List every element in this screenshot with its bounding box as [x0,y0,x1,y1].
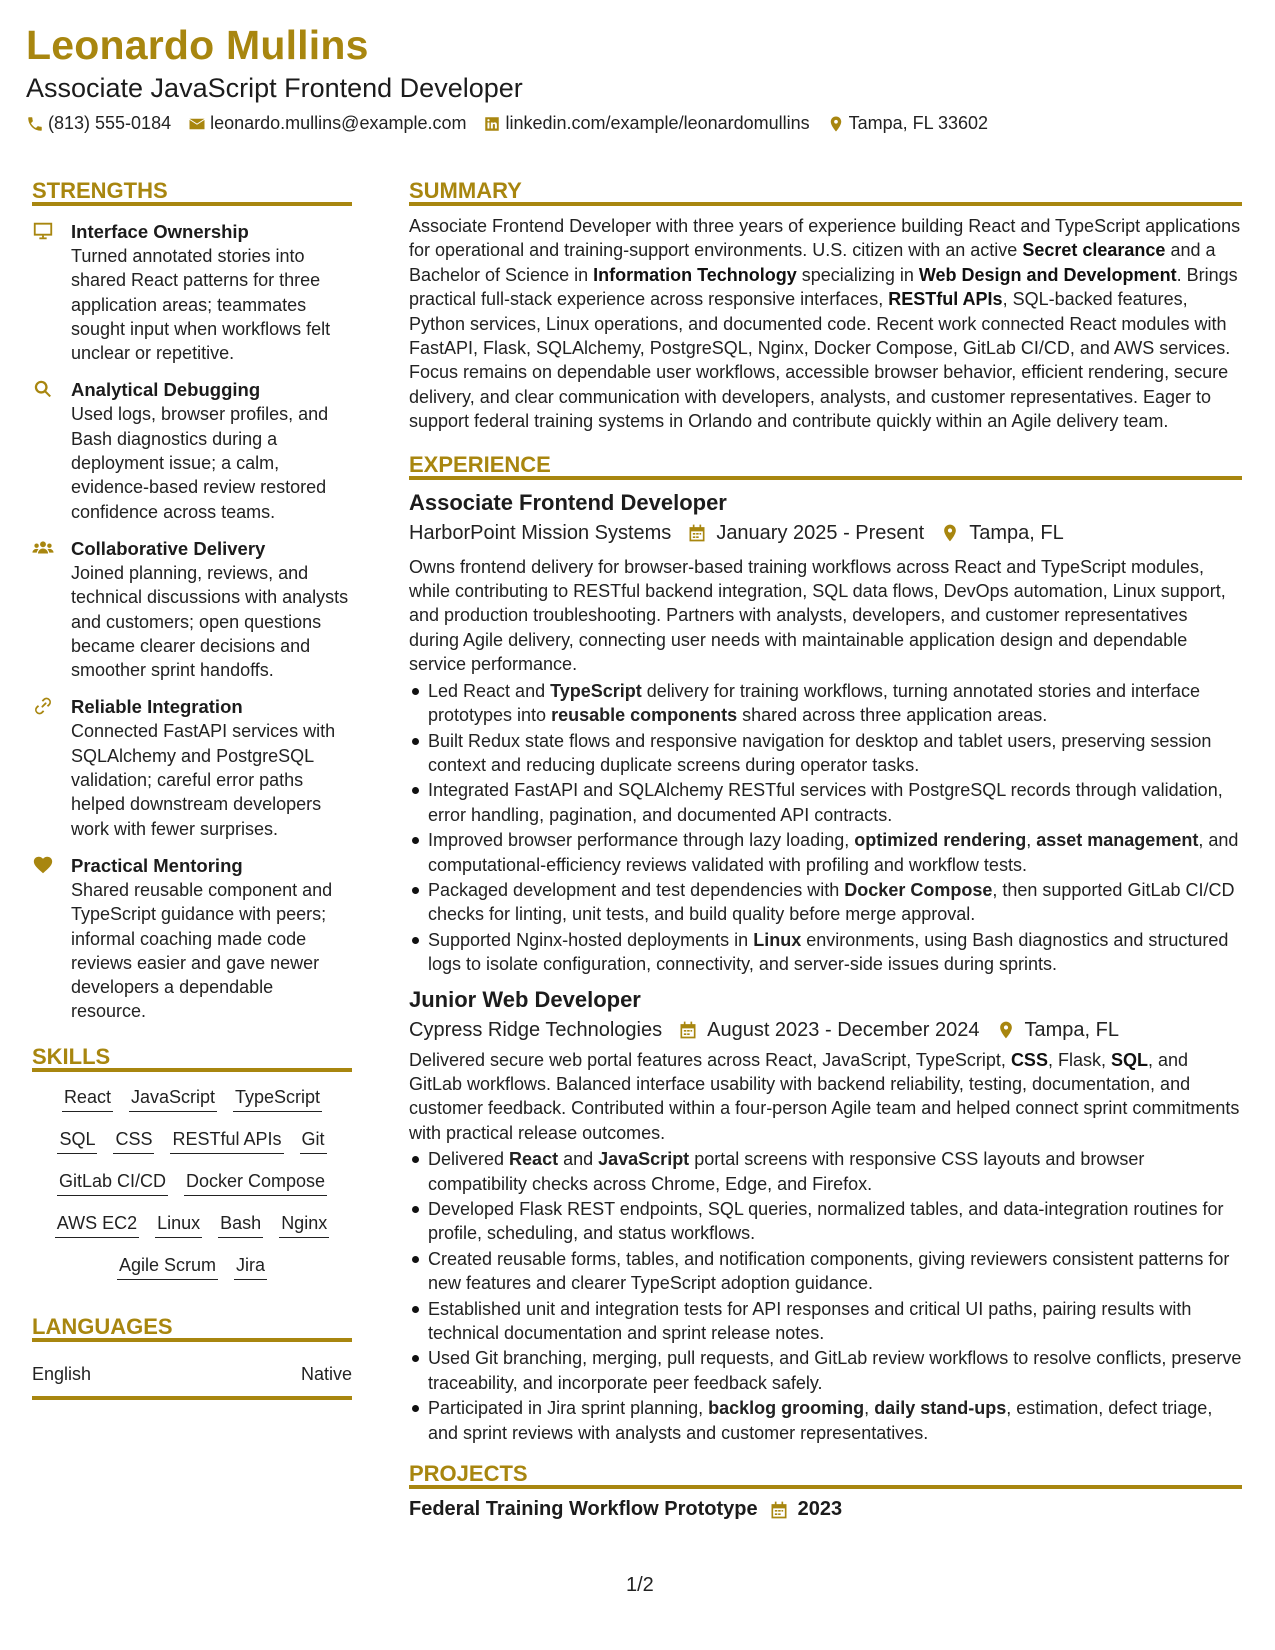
job-bullets [409,1147,1242,1445]
strength-name: Practical Mentoring [71,854,243,876]
job-entry [409,488,1242,977]
strength-desc: Shared reusable component and TypeScript guidance with peers; informal coaching made code reviews easier and gave newer developers a dependable resource. [71,879,333,1022]
strength-item [32,537,352,682]
calendar-icon [769,1500,789,1520]
skill-tag: AWS EC2 [55,1210,139,1238]
skill-row [32,1210,352,1238]
contact-phone [26,113,171,134]
contact-linkedin[interactable] [483,113,809,134]
job-bullet: Delivered React and JavaScript portal screens with responsive CSS layouts and browser compatibility checks across Chrome, Edge, and Firefox. [428,1147,1242,1196]
job-company: Cypress Ridge Technologies [409,1018,663,1041]
contact-location [827,113,988,134]
skill-tag: RESTful APIs [170,1126,283,1154]
skill-tag: JavaScript [129,1084,217,1112]
job-bullet: Packaged development and test dependencies with Docker Compose, then supported GitLab CI/CD checks for linting, unit tests, and build quality before merge approval. [428,878,1242,927]
strength-desc: Connected FastAPI services with SQLAlchemy and PostgreSQL validation; careful error paths helped downstream developers work with fewer surprises. [71,721,336,839]
language-item [32,1364,352,1400]
skill-tag: React [62,1084,113,1112]
envelope-icon [188,115,206,133]
contact-location-text: Tampa, FL 33602 [848,113,989,133]
job-bullet: Led React and TypeScript delivery for training workflows, turning annotated stories and interface prototypes into reusable components shared across three application areas. [428,679,1242,728]
skill-tag: Git [300,1126,327,1154]
strength-desc: Turned annotated stories into shared React patterns for three application areas; teammates sought input when workflows felt unclear or repetitive. [71,246,331,364]
job-company: HarborPoint Mission Systems [409,521,672,544]
skill-tag: Bash [218,1210,263,1238]
strength-desc: Joined planning, reviews, and technical discussions with analysts and customers; open questions became clearer decisions and smoother sprint handoffs. [71,562,349,681]
project-item [409,1498,1242,1521]
language-name: English [32,1363,92,1384]
job-meta [409,519,1242,547]
skill-tag: GitLab CI/CD [57,1168,168,1196]
contact-email-text[interactable]: leonardo.mullins@example.com [210,113,467,133]
skills-heading: SKILLS [32,1042,352,1072]
strength-item [32,695,352,840]
language-level: Native [300,1363,352,1384]
strength-name: Analytical Debugging [71,379,261,401]
skill-row [32,1252,352,1280]
job-bullet: Built Redux state flows and responsive navigation for desktop and tablet users, preserving session context and reducing duplicate screens during operator tasks. [428,729,1242,778]
job-bullet: Integrated FastAPI and SQLAlchemy RESTful services with PostgreSQL records through validation, error handling, pagination, and documented API contracts. [428,778,1242,827]
linkedin-icon [483,115,501,133]
strength-desc: Used logs, browser profiles, and Bash diagnostics during a deployment issue; a calm, evidence-based review restored confidence across teams. [71,404,329,522]
heart-icon [32,854,54,876]
map-pin-icon [996,1020,1016,1040]
strength-item [32,854,352,1024]
job-location: Tampa, FL [1024,1018,1119,1041]
job-dates: January 2025 - Present [716,521,925,544]
contact-email[interactable] [188,113,466,134]
strength-item [32,220,352,365]
skill-tag: Jira [234,1252,267,1280]
contact-linkedin-text[interactable]: linkedin.com/example/leonardomullins [505,113,810,133]
strength-name: Reliable Integration [71,696,243,718]
skills-list [32,1084,352,1280]
contact-phone-text: (813) 555-0184 [48,113,172,133]
calendar-icon [678,1020,698,1040]
job-bullet: Used Git branching, merging, pull requests, and GitLab review workflows to resolve conflicts, preserve traceability, and incorporate peer feedback safely. [428,1346,1242,1395]
projects-section [409,1459,1242,1521]
monitor-icon [32,220,54,242]
languages-heading: LANGUAGES [32,1312,352,1342]
job-bullet: Established unit and integration tests for API responses and critical UI paths, pairing results with technical documentation and sprint release notes. [428,1297,1242,1346]
job-title: Junior Web Developer [409,986,641,1012]
users-icon [32,537,54,559]
left-column [32,176,352,1400]
right-column [409,176,1242,1521]
magnifier-icon [32,378,54,400]
languages-section [32,1312,352,1400]
project-title: Federal Training Workflow Prototype [409,1498,758,1521]
candidate-name: Leonardo Mullins [26,22,369,68]
project-year: 2023 [797,1498,843,1521]
phone-icon [26,115,44,133]
strength-name: Interface Ownership [71,221,249,242]
summary-text: Associate Frontend Developer with three years of experience building React and TypeScript applications for operational and training-support environments. U.S. citizen with an active Secret clearance and a Bachelor of Science in Information Technology specializing in Web Design and Development. Brings practical full-stack experience across responsive interfaces, RESTful APIs, SQL-backed features, Python services, Linux operations, and documented code. Recent work connected React modules with FastAPI, Flask, SQLAlchemy, PostgreSQL, Nginx, Docker Compose, GitLab CI/CD, and AWS services. Focus remains on dependable user workflows, accessible browser behavior, efficient rendering, secure delivery, and clear communication with developers, analysts, and customer representatives. Eager to support federal training systems in Orlando and contribute quickly within an Agile delivery team. [409,216,1241,432]
job-bullet: Improved browser performance through lazy loading, optimized rendering, asset management, and computational-efficiency reviews validated with profiling and workflow tests. [428,828,1242,877]
strength-item [32,378,352,523]
skill-tag: Nginx [279,1210,329,1238]
skill-row [32,1084,352,1112]
contact-bar [26,113,1005,134]
job-bullet: Developed Flask REST endpoints, SQL queries, normalized tables, and data-integration routines for profile, scheduling, and status workflows. [428,1197,1242,1246]
map-pin-icon [940,523,960,543]
skill-row [32,1168,352,1196]
link-icon [32,695,54,717]
skill-tag: CSS [113,1126,154,1154]
strength-name: Collaborative Delivery [71,537,266,559]
experience-heading: EXPERIENCE [409,450,1242,480]
projects-heading: PROJECTS [409,1459,1242,1489]
job-entry [409,985,1242,1446]
skill-tag: SQL [57,1126,97,1154]
skill-tag: TypeScript [233,1084,322,1112]
experience-section [409,450,1242,1445]
candidate-title: Associate JavaScript Frontend Developer [26,73,523,103]
skill-tag: Agile Scrum [117,1252,218,1280]
job-meta [409,1016,1242,1044]
strengths-list [32,220,352,1024]
skill-tag: Linux [155,1210,202,1238]
job-location: Tampa, FL [969,521,1064,544]
job-description: Owns frontend delivery for browser-based training workflows across React and TypeScript modules, while contributing to RESTful backend integration, SQL data flows, DevOps automation, Linux support, and production troubleshooting. Partners with analysts, developers, and customer representatives during Agile delivery, connecting user needs with maintainable application design and dependable service performance. [409,556,1226,675]
calendar-icon [687,523,707,543]
summary-heading: SUMMARY [409,176,1242,206]
job-bullet: Supported Nginx-hosted deployments in Linux environments, using Bash diagnostics and structured logs to isolate configuration, connectivity, and server-side issues during sprints. [428,928,1242,977]
job-title: Associate Frontend Developer [409,489,727,515]
job-bullets [409,679,1242,977]
job-bullet: Participated in Jira sprint planning, backlog grooming, daily stand-ups, estimation, defect triage, and sprint reviews with analysts and customer representatives. [428,1396,1242,1445]
job-bullet: Created reusable forms, tables, and notification components, giving reviewers consistent patterns for new features and clearer TypeScript adoption guidance. [428,1247,1242,1296]
skill-row [32,1126,352,1154]
page-number: 1/2 [626,1574,654,1596]
strengths-heading: STRENGTHS [32,176,352,206]
skills-section [32,1042,352,1280]
map-pin-icon [827,115,845,133]
job-dates: August 2023 - December 2024 [707,1018,980,1041]
job-description: Delivered secure web portal features across React, JavaScript, TypeScript, CSS, Flask, SQL, and GitLab workflows. Balanced interface usability with backend reliability, testing, documentation, and customer feedback. Contributed within a four-person Agile team and helped connect sprint commitments with practical release outcomes. [409,1049,1240,1143]
skill-tag: Docker Compose [184,1168,327,1196]
